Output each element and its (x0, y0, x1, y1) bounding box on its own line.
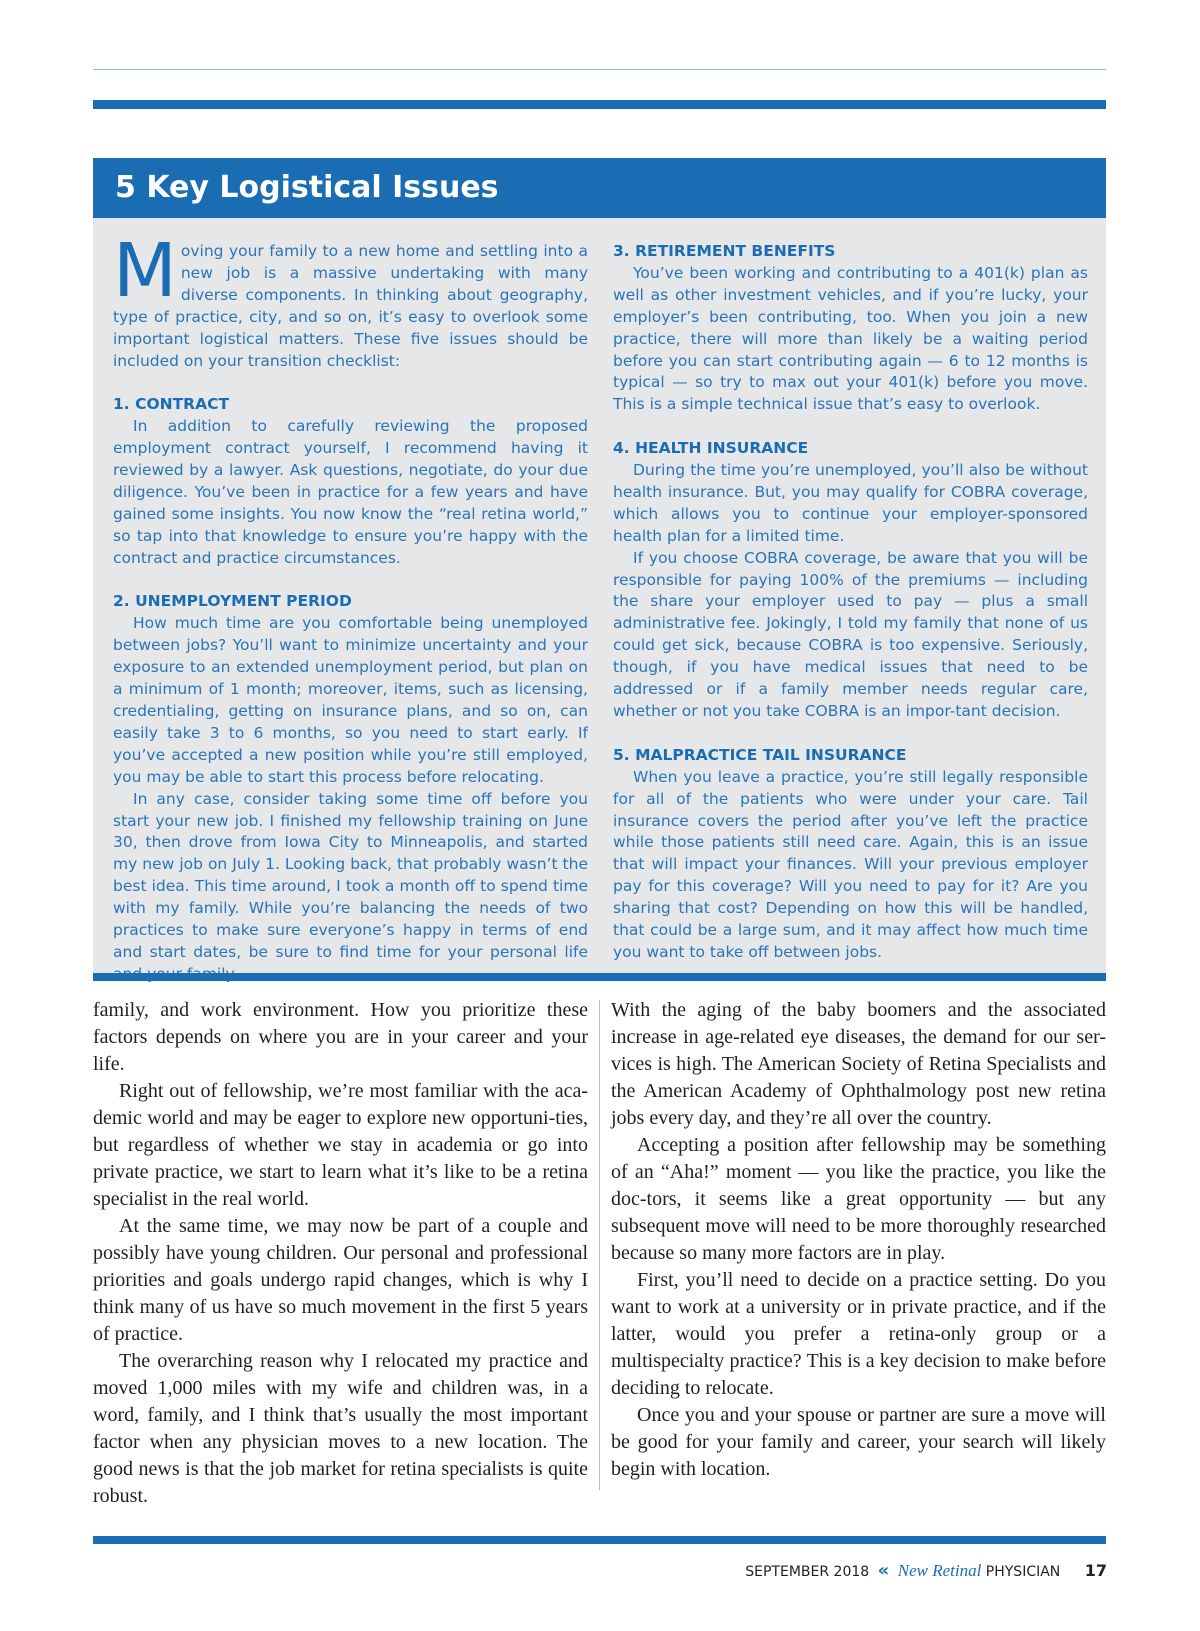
top-accent-bar (93, 100, 1106, 109)
body-column-right (611, 997, 1106, 1483)
sidebar-column-left (113, 228, 588, 986)
intro-text: oving your family to a new home and settling into a new job is a massive undertaking with many diverse components. In thinking about geography, type of practice, city, and so on, it’s easy to overlook some important logistical matters. These five issues should be included on your transition checklist: (113, 242, 588, 370)
body-paragraph: Accepting a position after fellowship may be something of an “Aha!” moment — you like the practice, you like the doc-tors, it seems like a great opportunity — but any subsequent move will need to be more thoroughly researched because so many more factors are in play. (611, 1134, 1106, 1264)
section-paragraph: You’ve been working and contributing to a 401(k) plan as well as other investment vehicles, and if you’re lucky, your employer’s been contributing, too. When you join a new practice, there will more than likely be a waiting period before you can start contributing again — 6 to 12 months is typical — so try to max out your 401(k) before you move. This is a simple technical issue that’s easy to overlook. (613, 263, 1088, 414)
section-heading-retirement: 3. RETIREMENT BENEFITS (613, 242, 836, 260)
body-paragraph: First, you’ll need to decide on a practice setting. Do you want to work at a university or in private practice, and if the latter, would you prefer a retina-only group or a multispecialty practice? This is a key decision to make before deciding to relocate. (611, 1269, 1106, 1399)
column-divider (599, 1000, 600, 1490)
body-column-left (93, 997, 588, 1510)
section-heading-malpractice: 5. MALPRACTICE TAIL INSURANCE (613, 745, 907, 764)
body-paragraph: At the same time, we may now be part of a couple and possibly have young children. Our personal and professional priorities and goals undergo rapid changes, which is why I think many of us have so much movement in the first 5 years of practice. (93, 1215, 588, 1345)
page-footer (745, 1560, 1107, 1581)
publication-name-italic: New Retinal (897, 1561, 982, 1580)
section-heading-unemployment: 2. UNEMPLOYMENT PERIOD (113, 592, 352, 611)
section-paragraph: In any case, consider taking some time off before you start your new job. I finished my fellowship training on June 30, then drove from Iowa City to Minneapolis, and started my new job on July 1. Looking back, that probably wasn’t the best idea. This time around, I took a month off to spend time with my family. While you’re balancing the needs of two practices to make sure everyone’s happy in terms of end and start dates, be sure to find time for your personal life (113, 789, 588, 961)
sidebar-title: 5 Key Logistical Issues (115, 170, 499, 205)
publication-name: PHYSICIAN (985, 1564, 1061, 1580)
body-paragraph: The overarching reason why I relocated my practice and moved 1,000 miles with my wife and children was, in a word, family, and I think that’s usually the most important factor when any physician moves to a new location. The good news is that the job market for retina specialists is quite robust. (93, 1350, 588, 1507)
section-paragraph: During the time you’re unemployed, you’ll also be without health insurance. But, you may qualify for COBRA coverage, which allows you to continue your employer-sponsored health plan for a limited time. (613, 461, 1088, 545)
section-heading-contract: 1. CONTRACT (113, 395, 230, 414)
footer-date: SEPTEMBER 2018 (745, 1564, 870, 1580)
body-paragraph: Right out of fellowship, we’re most familiar with the aca-demic world and may be eager to explore new opportuni-ties, but regardless of whether we stay in academia or go into private practice, we start to learn what it’s like to be a retina specialist in the real world. (93, 1080, 588, 1210)
sidebar-bottom-bar (93, 973, 1106, 981)
section-paragraph: How much time are you comfortable being unemployed between jobs? You’ll want to minimize uncertainty and your exposure to an extended unemployment period, but plan on a minimum of 1 month; moreover, items, such as licensing, credentialing, getting on insurance plans, and so on, can easily take 3 to 6 months, so you need to start early. If you’ve accepted a new position while you’re still employed, you may be able to start this process before relocating. (113, 614, 588, 786)
section-heading-health: 4. HEALTH INSURANCE (613, 439, 809, 458)
section-paragraph: In addition to carefully reviewing the proposed employment contract yourself, I recommend having it reviewed by a lawyer. Ask questions, negotiate, do your due diligence. You’ve been in practice for a few years and have gained some insights. You now know the “real retina world,” so tap into that knowledge to ensure you’re happy with the contract and practice circumstances. (113, 417, 588, 567)
body-paragraph: Once you and your spouse or partner are sure a move will be good for your family and career, your search will likely begin with location. (611, 1404, 1106, 1480)
sidebar-column-right (613, 241, 1088, 964)
drop-cap: M (113, 228, 177, 314)
bottom-accent-bar (93, 1536, 1106, 1544)
body-paragraph: family, and work environment. How you prioritize these factors depends on where you are in your career and your life. (93, 999, 588, 1075)
body-paragraph: With the aging of the baby boomers and the associated increase in age-related eye diseases, the demand for our ser-vices is high. The American Society of Retina Specialists and the American Academy of Ophthalmology post new retina jobs every day, and they’re all over the country. (611, 999, 1106, 1129)
page-number: 17 (1084, 1561, 1107, 1580)
section-paragraph: When you leave a practice, you’re still legally responsible for all of the patients who were under your care. Tail insurance covers the period after you’ve left the practice while those patients still need care. Again, this is an issue that will impact your finances. Will your previous employer pay for this coverage? Will you need to pay for it? Are you sharing that cost? Depending on how this will be handled, that could be a large sum, and it may affect how much time you want to take off between jobs. (613, 767, 1088, 961)
section-paragraph: If you choose COBRA coverage, be aware that you will be responsible for paying 100% of the premiums — including the share your employer used to pay — plus a small administrative fee. Jokingly, I told my family that none of us could get sick, because COBRA is too expensive. Seriously, though, if you have medical issues that need to be addressed or if a family member needs regular care, whether or not you take COBRA is an impor-tant decision. (613, 548, 1088, 721)
sidebar-box (93, 158, 1106, 981)
top-rule (93, 69, 1106, 70)
chevron-left-icon: « (877, 1560, 890, 1581)
sidebar-header (93, 158, 1106, 218)
sidebar-intro (113, 228, 588, 372)
